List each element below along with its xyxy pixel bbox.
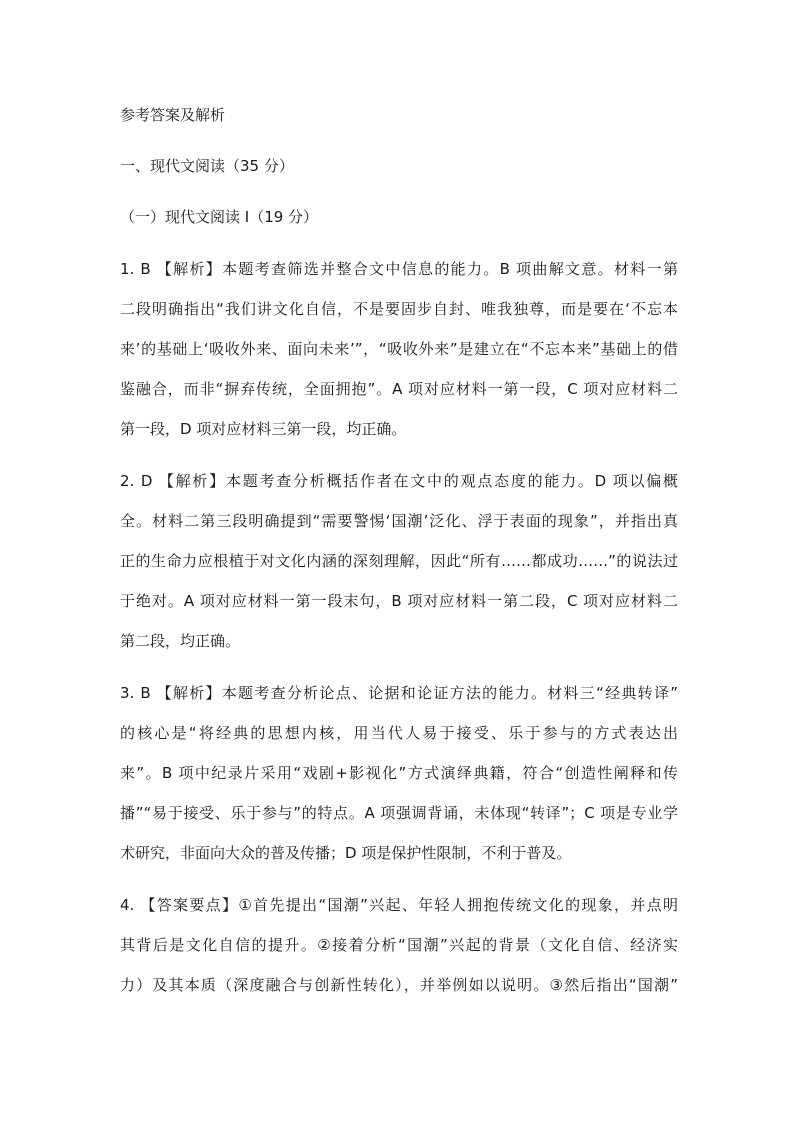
paragraph-line: 第二段，均正确。 xyxy=(120,632,241,650)
paragraph-line: 术研究，非面向大众的普及传播；D 项是保护性限制，不利于普及。 xyxy=(120,844,572,862)
paragraph-line: 1. B 【解析】本题考查筛选并整合文中信息的能力。B 项曲解文意。材料一第 xyxy=(120,260,678,278)
paragraph-line: 来’的基础上‘吸收外来、面向未来’”，“吸收外来”是建立在“不忘本来”基础上的借 xyxy=(120,340,678,358)
answer-paragraph-3 xyxy=(120,681,678,865)
paragraph-line: 的核心是“将经典的思想内核，用当代人易于接受、乐于参与的方式表达出 xyxy=(120,724,678,742)
paragraph-line: 来”。B 项中纪录片采用“戏剧+影视化”方式演绎典籍，符合“创造性阐释和传 xyxy=(120,764,678,782)
paragraph-line: 鉴融合，而非“摒弃传统，全面拥抱”。A 项对应材料一第一段，C 项对应材料二 xyxy=(120,380,678,398)
paragraph-line: 全。材料二第三段明确提到“需要警惕‘国潮’泛化、浮于表面的现象”，并指出真 xyxy=(120,512,678,530)
paragraph-line: 其背后是文化自信的提升。②接着分析“国潮”兴起的背景（文化自信、经济实 xyxy=(120,936,678,954)
answer-paragraph-1 xyxy=(120,257,678,441)
paragraph-line: 4. 【答案要点】①首先提出“国潮”兴起、年轻人拥抱传统文化的现象，并点明 xyxy=(120,896,678,914)
answer-paragraph-2 xyxy=(120,469,678,653)
answer-paragraph-4 xyxy=(120,893,678,997)
paragraph-line: 于绝对。A 项对应材料一第一段末句，B 项对应材料一第二段，C 项对应材料二 xyxy=(120,592,678,610)
paragraph-line: 播”“易于接受、乐于参与”的特点。A 项强调背诵，未体现“转译”；C 项是专业学 xyxy=(120,804,678,822)
paragraph-line: 第一段，D 项对应材料三第一段，均正确。 xyxy=(120,420,407,438)
paragraph-line: 正的生命力应根植于对文化内涵的深刻理解，因此“所有……都成功……”的说法过 xyxy=(120,552,678,570)
section-heading: 一、现代文阅读（35 分） xyxy=(120,157,294,175)
answer-content xyxy=(120,103,678,997)
paragraph-line: 3. B 【解析】本题考查分析论点、论据和论证方法的能力。材料三“经典转译” xyxy=(120,684,678,702)
subsection-heading: （一）现代文阅读 I（19 分） xyxy=(120,208,319,226)
paragraph-line: 2. D 【解析】本题考查分析概括作者在文中的观点态度的能力。D 项以偏概 xyxy=(120,472,678,490)
paragraph-line: 二段明确指出“我们讲文化自信，不是要固步自封、唯我独尊，而是要在‘不忘本 xyxy=(120,300,678,318)
document-title: 参考答案及解析 xyxy=(120,106,226,124)
paragraph-line: 力）及其本质（深度融合与创新性转化），并举例如以说明。③然后指出“国潮” xyxy=(120,976,678,994)
